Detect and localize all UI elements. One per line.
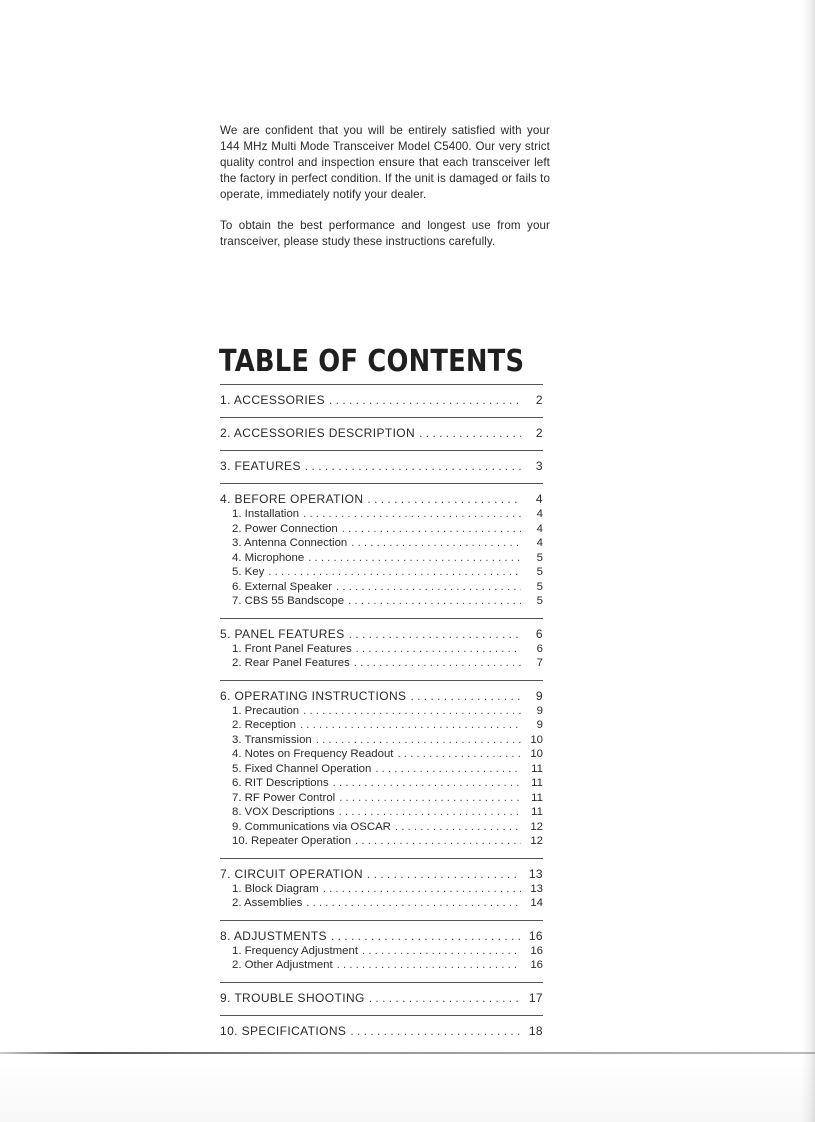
toc-subentry-label: 7. RF Power Control [232, 791, 336, 804]
toc-subentry-page-number: 9 [536, 719, 543, 731]
dot-leader [319, 882, 521, 897]
toc-section [220, 417, 543, 450]
toc-entry-label: 10. SPECIFICATIONS [220, 1023, 347, 1038]
toc-entry-label: 9. TROUBLE SHOOTING [220, 990, 365, 1005]
toc-entry [220, 392, 543, 408]
table-of-contents [220, 384, 543, 1048]
dot-leader [332, 580, 521, 595]
dot-leader [299, 507, 521, 522]
toc-entry [220, 491, 543, 507]
dot-leader [363, 491, 521, 507]
toc-entry-page-number: 9 [535, 688, 543, 703]
toc-subentry-page-number: 5 [536, 595, 543, 607]
toc-subentry [220, 507, 543, 522]
toc-subentry-page-number: 10 [530, 733, 543, 746]
toc-entry-label: 7. CIRCUIT OPERATION [220, 866, 363, 881]
toc-section [220, 384, 543, 417]
dot-leader [406, 688, 521, 704]
toc-subentry-page-number: 5 [536, 580, 543, 593]
toc-subentry-label: 3. Antenna Connection [232, 537, 348, 549]
dot-leader [329, 776, 521, 791]
toc-subentry-page-number: 11 [531, 777, 543, 789]
dot-leader [312, 733, 521, 748]
toc-subentry-label: 10. Repeater Operation [232, 835, 352, 847]
toc-subentry-page-number: 4 [536, 522, 543, 535]
dot-leader [358, 944, 521, 959]
toc-entry [220, 626, 543, 642]
dot-leader [299, 704, 521, 719]
toc-subentry [220, 718, 543, 733]
toc-subentry-label: 1. Installation [232, 508, 300, 520]
toc-subentry-page-number: 11 [531, 806, 543, 818]
dot-leader [391, 820, 521, 835]
toc-subentry-label: 2. Power Connection [232, 522, 338, 535]
intro-paragraph: To obtain the best performance and longest use from your transceiver, please study these instructions carefully. [220, 219, 550, 248]
toc-subentry-page-number: 16 [530, 944, 543, 957]
toc-subentry-label: 5. Key [232, 566, 265, 578]
page-bottom-shadow [0, 1062, 815, 1122]
toc-entry [220, 990, 543, 1006]
toc-entry-label: 2. ACCESSORIES DESCRIPTION [220, 426, 416, 440]
dot-leader [351, 834, 521, 849]
toc-subentry [220, 820, 543, 835]
toc-section [220, 982, 543, 1015]
toc-subentry [220, 580, 543, 595]
toc-subentry-label: 3. Transmission [232, 733, 312, 746]
dot-leader [350, 656, 521, 671]
toc-subentry-page-number: 4 [536, 537, 543, 549]
dot-leader [325, 392, 521, 408]
toc-subentry-label: 1. Block Diagram [232, 882, 319, 895]
toc-subentry [220, 944, 543, 959]
toc-subentry-page-number: 13 [530, 882, 543, 895]
toc-subentry [220, 704, 543, 719]
toc-subentry [220, 565, 543, 580]
toc-entry-page-number: 17 [528, 990, 543, 1005]
toc-entry-label: 8. ADJUSTMENTS [220, 928, 327, 943]
toc-subentry-label: 2. Reception [232, 719, 296, 731]
toc-subentry [220, 834, 543, 849]
dot-leader [352, 642, 521, 657]
toc-entry-label: 1. ACCESSORIES [220, 393, 325, 407]
toc-subentry [220, 733, 543, 748]
page-edge-shadow [801, 0, 815, 1122]
toc-subentry [220, 791, 543, 806]
toc-subentry-label: 1. Precaution [232, 704, 300, 717]
toc-subentry-label: 8. VOX Descriptions [232, 806, 335, 818]
toc-entry-label: 3. FEATURES [220, 459, 301, 473]
toc-entry-page-number: 2 [535, 393, 543, 407]
toc-entry [220, 425, 543, 441]
toc-title: TABLE OF CONTENTS [219, 344, 525, 379]
toc-subentry [220, 551, 543, 566]
toc-entry [220, 866, 543, 882]
toc-subentry [220, 594, 543, 609]
toc-section [220, 920, 543, 982]
toc-entry-label: 4. BEFORE OPERATION [220, 492, 364, 506]
toc-subentry [220, 762, 543, 777]
bottom-rule [0, 1052, 815, 1054]
toc-subentry-page-number: 12 [530, 820, 543, 833]
dot-leader [264, 565, 521, 580]
dot-leader [393, 747, 521, 762]
toc-section [220, 450, 543, 483]
toc-subentry-label: 4. Notes on Frequency Readout [232, 748, 394, 760]
toc-section [220, 680, 543, 858]
dot-leader [304, 551, 521, 566]
toc-entry-page-number: 2 [535, 426, 543, 440]
toc-section [220, 1015, 543, 1048]
dot-leader [344, 594, 521, 609]
toc-subentry [220, 536, 543, 551]
toc-subentry [220, 522, 543, 537]
toc-subentry-label: 2. Other Adjustment [232, 959, 333, 971]
toc-subentry-label: 9. Communications via OSCAR [232, 820, 391, 833]
toc-entry-page-number: 6 [535, 626, 543, 641]
dot-leader [335, 805, 521, 820]
dot-leader [347, 536, 521, 551]
toc-subentry [220, 805, 543, 820]
toc-subentry-label: 1. Frequency Adjustment [232, 944, 358, 957]
toc-subentry-page-number: 5 [536, 566, 543, 578]
dot-leader [333, 958, 521, 973]
toc-subentry-page-number: 10 [530, 748, 543, 760]
intro-paragraph: We are confident that you will be entirely satisfied with your 144 MHz Multi Mode Transceiver Model C5400. Our very strict quality control and inspection ensure that each transceiver left the factory in perfect condition. If the unit is damaged or fails to operate, immediately notify your dealer. [220, 124, 550, 201]
toc-subentry [220, 882, 543, 897]
toc-entry-page-number: 18 [528, 1023, 543, 1038]
intro-text [220, 123, 550, 265]
toc-subentry-label: 5. Fixed Channel Operation [232, 762, 372, 775]
toc-entry-page-number: 13 [528, 866, 543, 881]
toc-entry-page-number: 3 [535, 459, 543, 473]
dot-leader [363, 866, 521, 882]
toc-subentry-page-number: 6 [536, 642, 543, 655]
toc-subentry-label: 6. External Speaker [232, 580, 333, 593]
toc-entry-page-number: 16 [528, 928, 543, 943]
dot-leader [296, 718, 521, 733]
toc-subentry-page-number: 12 [530, 835, 543, 847]
toc-subentry [220, 958, 543, 973]
toc-section [220, 858, 543, 920]
dot-leader [371, 762, 521, 777]
toc-subentry [220, 896, 543, 911]
toc-subentry-label: 7. CBS 55 Bandscope [232, 595, 345, 607]
toc-subentry-page-number: 4 [536, 508, 543, 520]
toc-entry [220, 688, 543, 704]
toc-subentry-page-number: 16 [530, 959, 543, 971]
toc-subentry [220, 747, 543, 762]
toc-entry [220, 928, 543, 944]
toc-subentry [220, 656, 543, 671]
toc-subentry-page-number: 11 [531, 762, 543, 775]
toc-subentry-page-number: 9 [536, 704, 543, 717]
toc-subentry-page-number: 5 [536, 551, 543, 564]
toc-subentry-label: 1. Front Panel Features [232, 642, 352, 655]
dot-leader [301, 458, 521, 474]
toc-subentry-label: 2. Assemblies [232, 897, 303, 909]
toc-subentry-page-number: 7 [536, 657, 543, 669]
toc-section [220, 618, 543, 680]
toc-entry-label: 5. PANEL FEATURES [220, 626, 345, 641]
toc-entry-label: 6. OPERATING INSTRUCTIONS [220, 688, 407, 703]
toc-subentry-page-number: 11 [531, 791, 543, 804]
toc-section [220, 483, 543, 618]
dot-leader [327, 928, 521, 944]
toc-subentry [220, 642, 543, 657]
dot-leader [365, 990, 521, 1006]
toc-subentry-page-number: 14 [530, 897, 543, 909]
dot-leader [415, 425, 521, 441]
toc-entry [220, 458, 543, 474]
toc-subentry-label: 6. RIT Descriptions [232, 777, 329, 789]
dot-leader [346, 1023, 521, 1039]
dot-leader [338, 522, 521, 537]
toc-subentry-label: 2. Rear Panel Features [232, 657, 350, 669]
toc-entry-page-number: 4 [535, 492, 543, 506]
toc-entry [220, 1023, 543, 1039]
toc-subentry [220, 776, 543, 791]
dot-leader [302, 896, 521, 911]
dot-leader [345, 626, 521, 642]
toc-subentry-label: 4. Microphone [232, 551, 305, 564]
dot-leader [335, 791, 521, 806]
